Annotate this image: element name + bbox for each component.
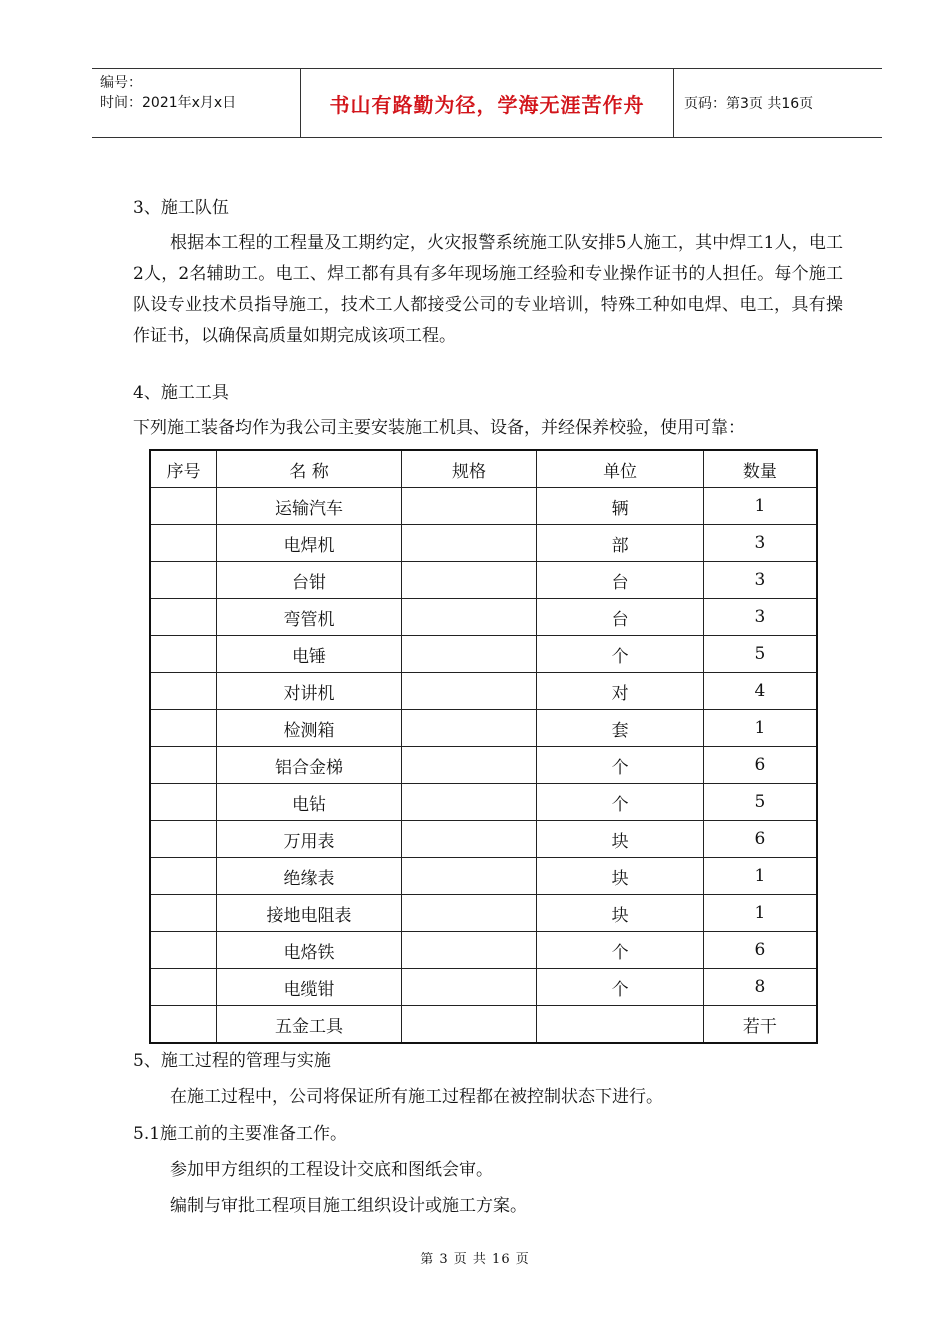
table-cell: 铝合金梯 <box>217 747 401 784</box>
header-page-number: 页码：第3页 共16页 <box>684 96 814 112</box>
table-cell: 若干 <box>703 1006 817 1044</box>
table-cell: 6 <box>703 821 817 858</box>
table-header-cell: 数量 <box>703 450 817 488</box>
section-5-1-title: 5.1施工前的主要准备工作。 <box>133 1124 348 1144</box>
table-cell <box>401 969 537 1006</box>
table-cell <box>150 784 217 821</box>
table-cell: 电缆钳 <box>217 969 401 1006</box>
table-cell <box>401 636 537 673</box>
table-cell: 对讲机 <box>217 673 401 710</box>
table-cell: 6 <box>703 747 817 784</box>
table-cell: 个 <box>537 932 703 969</box>
table-header-row <box>150 450 817 488</box>
table-cell <box>401 488 537 525</box>
table-cell: 运输汽车 <box>217 488 401 525</box>
table-row <box>150 858 817 895</box>
table-header-cell: 序号 <box>150 450 217 488</box>
section-5-1-item-1: 参加甲方组织的工程设计交底和图纸会审。 <box>170 1160 493 1180</box>
table-cell <box>401 747 537 784</box>
time-label: 时间：2021年x月x日 <box>100 95 237 111</box>
table-header-cell: 规格 <box>401 450 537 488</box>
table-cell <box>150 932 217 969</box>
table-cell: 电钻 <box>217 784 401 821</box>
table-cell <box>150 673 217 710</box>
section-5-title: 5、施工过程的管理与实施 <box>133 1051 331 1071</box>
table-cell <box>537 1006 703 1044</box>
table-row <box>150 710 817 747</box>
table-row <box>150 488 817 525</box>
table-row <box>150 1006 817 1044</box>
table-cell: 3 <box>703 525 817 562</box>
table-cell: 台钳 <box>217 562 401 599</box>
table-cell <box>401 1006 537 1044</box>
page-header <box>92 68 882 138</box>
header-meta <box>92 69 301 137</box>
table-cell <box>401 525 537 562</box>
table-cell <box>401 673 537 710</box>
table-cell <box>150 969 217 1006</box>
section-3-title: 3、施工队伍 <box>133 198 229 218</box>
table-row <box>150 562 817 599</box>
table-row <box>150 969 817 1006</box>
table-cell <box>401 562 537 599</box>
table-cell: 6 <box>703 932 817 969</box>
equipment-table <box>149 449 818 1044</box>
page-footer: 第 3 页 共 16 页 <box>420 1252 530 1267</box>
table-cell: 个 <box>537 784 703 821</box>
table-header-cell: 单位 <box>537 450 703 488</box>
table-row <box>150 784 817 821</box>
table-header-cell: 名 称 <box>217 450 401 488</box>
table-cell <box>150 895 217 932</box>
table-row <box>150 673 817 710</box>
table-cell: 电焊机 <box>217 525 401 562</box>
section-4-title: 4、施工工具 <box>133 383 229 403</box>
table-row <box>150 636 817 673</box>
table-cell: 1 <box>703 488 817 525</box>
table-cell: 3 <box>703 562 817 599</box>
table-cell: 块 <box>537 821 703 858</box>
table-row <box>150 525 817 562</box>
table-row <box>150 895 817 932</box>
table-cell <box>150 488 217 525</box>
table-row <box>150 747 817 784</box>
table-cell: 部 <box>537 525 703 562</box>
table-cell: 3 <box>703 599 817 636</box>
table-cell: 辆 <box>537 488 703 525</box>
section-5-body: 在施工过程中，公司将保证所有施工过程都在被控制状态下进行。 <box>170 1087 663 1107</box>
table-cell <box>150 858 217 895</box>
table-cell: 块 <box>537 858 703 895</box>
table-row <box>150 932 817 969</box>
table-cell: 万用表 <box>217 821 401 858</box>
table-cell <box>401 932 537 969</box>
table-cell: 1 <box>703 858 817 895</box>
table-cell: 1 <box>703 895 817 932</box>
table-cell: 5 <box>703 636 817 673</box>
table-cell <box>401 710 537 747</box>
table-cell: 4 <box>703 673 817 710</box>
table-cell: 接地电阻表 <box>217 895 401 932</box>
table-cell: 套 <box>537 710 703 747</box>
code-label: 编号： <box>100 75 142 91</box>
table-cell <box>401 821 537 858</box>
table-cell: 五金工具 <box>217 1006 401 1044</box>
table-cell: 检测箱 <box>217 710 401 747</box>
table-cell <box>150 747 217 784</box>
table-row <box>150 599 817 636</box>
table-cell: 台 <box>537 599 703 636</box>
table-cell: 个 <box>537 747 703 784</box>
table-cell: 块 <box>537 895 703 932</box>
table-cell: 对 <box>537 673 703 710</box>
table-cell <box>150 821 217 858</box>
table-cell <box>150 636 217 673</box>
table-cell: 台 <box>537 562 703 599</box>
section-4-intro: 下列施工装备均作为我公司主要安装施工机具、设备，并经保养校验，使用可靠： <box>133 418 745 438</box>
table-cell <box>150 710 217 747</box>
section-3-body: 根据本工程的工程量及工期约定，火灾报警系统施工队安排5人施工，其中焊工1人，电工2人，2名辅助工。电工、焊工都有具有多年现场施工经验和专业操作证书的人担任。每个施工队设专业技术员指导施工，技术工人都接受公司的专业培训，特殊工种如电焊、电工，具有操作证书，以确保高质量如期完成该项工程。 <box>133 233 843 346</box>
table-cell: 8 <box>703 969 817 1006</box>
section-5-1-item-2: 编制与审批工程项目施工组织设计或施工方案。 <box>170 1196 527 1216</box>
table-cell: 电烙铁 <box>217 932 401 969</box>
table-cell: 个 <box>537 636 703 673</box>
table-cell <box>150 599 217 636</box>
table-row <box>150 821 817 858</box>
table-cell: 1 <box>703 710 817 747</box>
table-cell: 绝缘表 <box>217 858 401 895</box>
table-cell <box>150 525 217 562</box>
table-cell <box>150 562 217 599</box>
table-cell <box>401 599 537 636</box>
table-cell: 个 <box>537 969 703 1006</box>
table-cell <box>401 784 537 821</box>
table-cell: 5 <box>703 784 817 821</box>
table-cell <box>401 895 537 932</box>
table-body <box>150 488 817 1044</box>
table-cell <box>150 1006 217 1044</box>
header-motto: 书山有路勤为径，学海无涯苦作舟 <box>301 69 674 137</box>
table-cell: 电锤 <box>217 636 401 673</box>
table-cell: 弯管机 <box>217 599 401 636</box>
table-cell <box>401 858 537 895</box>
